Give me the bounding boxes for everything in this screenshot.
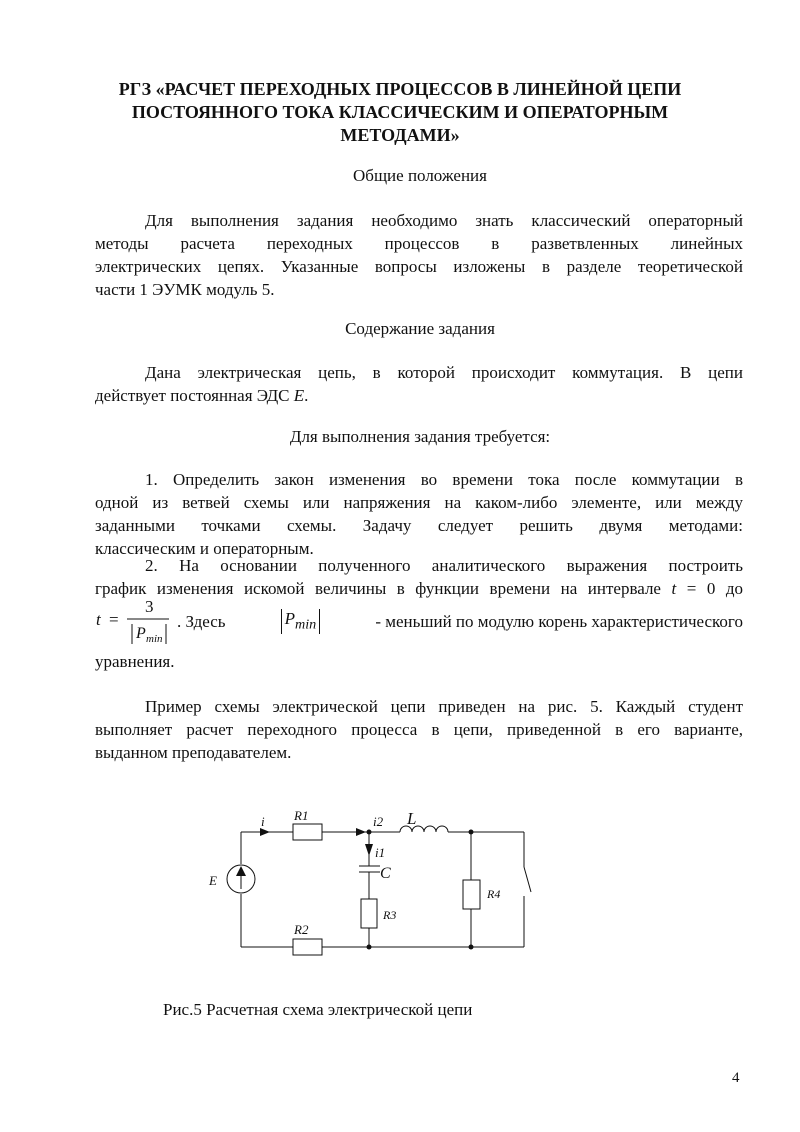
resistor-r3 [361,899,377,928]
section-heading-requirements: Для выполнения задания требуется: [289,427,551,446]
resistor-r1 [293,824,322,840]
label-r1: R1 [294,808,309,823]
current-i1-arrow-icon [365,844,373,856]
formula-numerator: 3 [145,598,154,616]
formula-p-subscript: min [146,633,163,645]
text-line: Пример схемы электрической цепи приведен на рис. 5. Каждый студент [145,697,743,716]
text-line: классическим и операторным. [95,539,314,558]
label-i: i [261,814,265,829]
junction-dot [367,830,372,835]
formula-t: t [96,610,101,629]
text-line: методы расчета переходных процессов в разветвленных линейных [95,234,743,253]
current-i2-arrow-icon [356,828,366,836]
formula-equals: = [109,610,119,629]
formula-p: P [136,625,146,642]
text-fragment: действует постоянная ЭДС [95,386,294,405]
t-symbol: t [671,579,677,598]
junction-dot [367,945,372,950]
text-fragment: график изменения искомой величины в функции времени на интервале [95,579,672,598]
resistor-r2 [293,939,322,955]
current-i-arrow-icon [260,828,270,836]
text-fragment: - меньший по модулю корень характеристического [375,612,743,632]
label-l: L [407,809,417,828]
text-line: заданными точками схемы. Задачу следует решить двумя методами: [95,516,743,535]
text-line: электрических цепях. Указанные вопросы изложены в разделе теоретической [95,257,743,276]
pmin-p: P [284,609,295,628]
figure-caption: Рис.5 Расчетная схема электрической цепи [163,1000,473,1019]
label-c: C [380,865,391,882]
label-r2: R2 [294,922,309,937]
text-fragment: . [304,386,309,405]
text-fragment: = 0 до [676,579,743,598]
title-line-1: РГЗ «РАСЧЕТ ПЕРЕХОДНЫХ ПРОЦЕССОВ В ЛИНЕЙНОЙ ЦЕПИ [118,79,682,99]
text-line: уравнения. [95,652,175,671]
junction-dot [469,945,474,950]
section-heading-general: Общие положения [353,166,487,185]
text-line: 1. Определить закон изменения во времени тока после коммутации в [145,470,743,489]
text-line: части 1 ЭУМК модуль 5. [95,280,275,299]
text-line: выполняет расчет переходного процесса в цепи, приведенной в его варианте, [95,720,743,739]
resistor-r4 [463,880,480,909]
text-fragment: . Здесь [177,612,226,632]
text-line: 2. На основании полученного аналитического выражения построить [145,556,743,575]
section-heading-content: Содержание задания [345,319,495,338]
text-line: Дана электрическая цепь, в которой происходит коммутация. В цепи [145,363,743,382]
switch [524,867,531,892]
title-line-2: ПОСТОЯННОГО ТОКА КЛАССИЧЕСКИМ И ОПЕРАТОРНЫМ [131,102,669,122]
label-e: E [209,873,217,888]
label-r4: R4 [487,887,501,901]
title-line-3: МЕТОДАМИ» [340,125,460,145]
label-r3: R3 [383,908,397,922]
label-i2: i2 [373,814,384,829]
pmin-sub: min [295,616,317,633]
junction-dot [469,830,474,835]
text-line: одной из ветвей схемы или напряжения на каком-либо элементе, или между [95,493,743,512]
emf-symbol: E [293,386,305,405]
text-line: Для выполнения задания необходимо знать классический операторный [145,211,743,230]
page-number: 4 [732,1070,740,1086]
label-i1: i1 [375,845,386,860]
text-line: выданном преподавателем. [95,743,292,762]
